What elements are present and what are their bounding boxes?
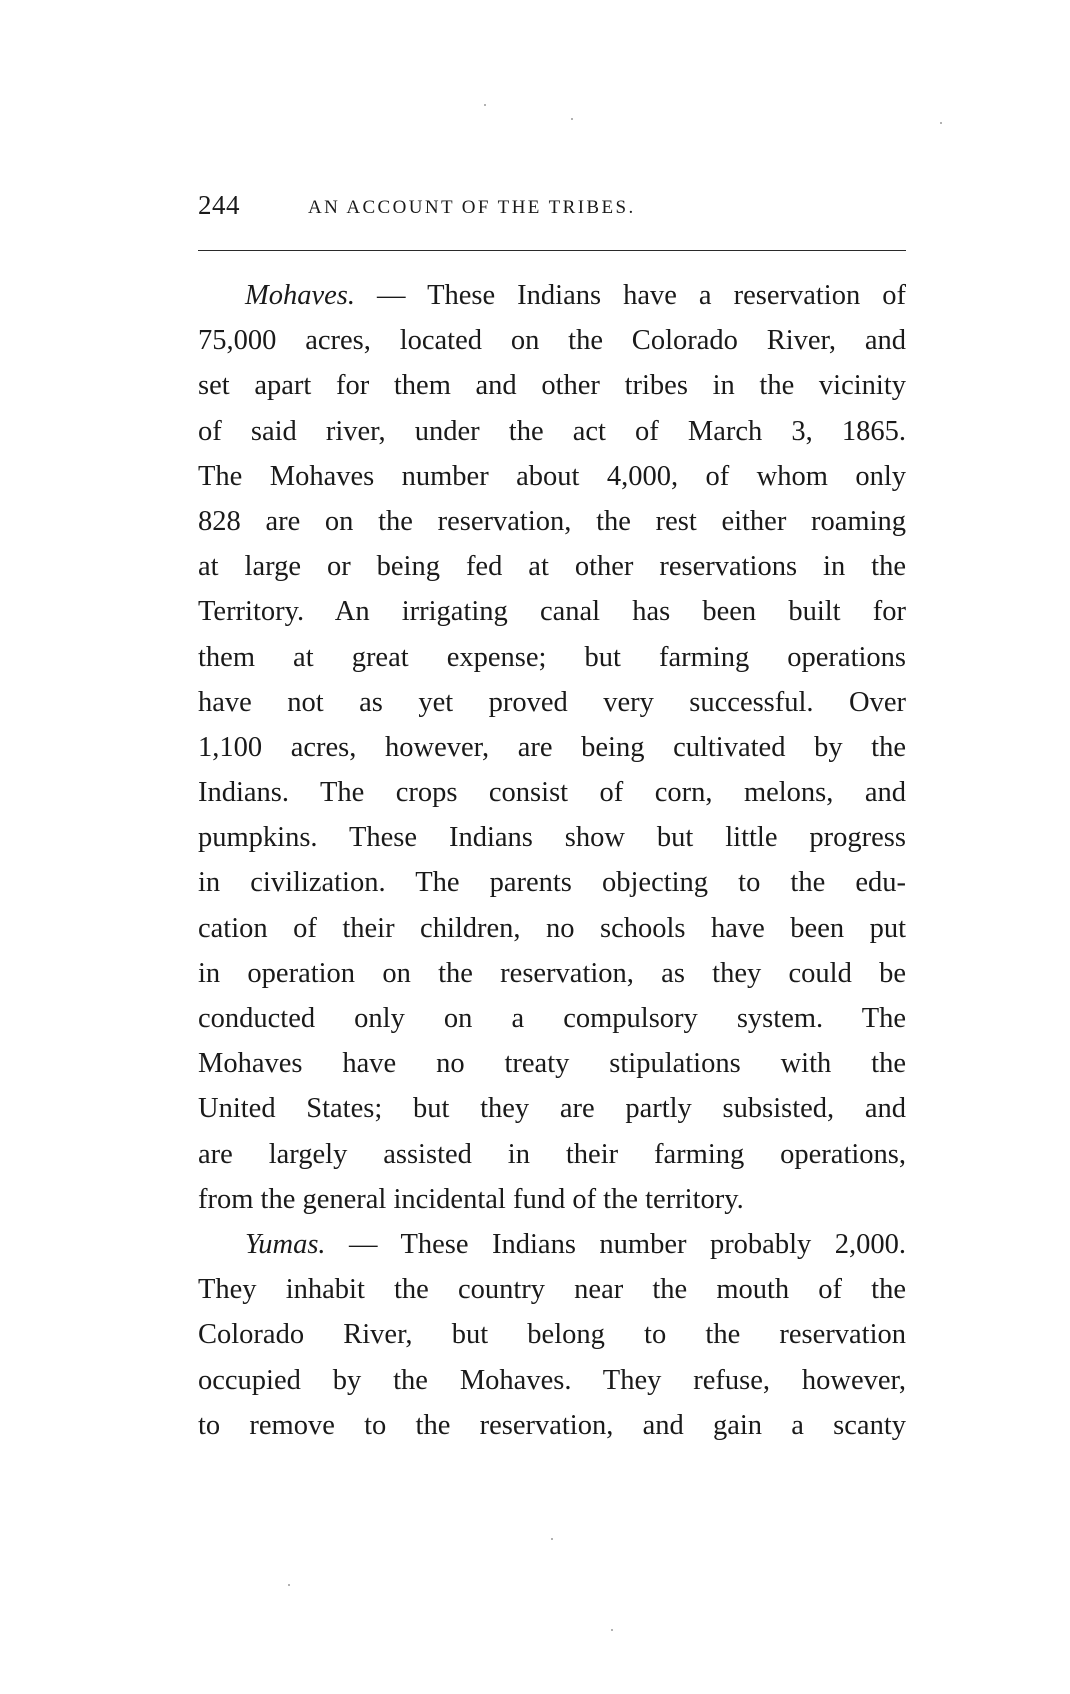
text-line: 75,000 acres, located on the Colorado River, and (198, 325, 906, 357)
tribe-heading-yumas: Yumas. (245, 1228, 326, 1260)
speck (940, 122, 942, 124)
text-line: pumpkins. These Indians show but little progress (198, 822, 906, 854)
speck (571, 118, 573, 120)
text-line: Indians. The crops consist of corn, melons, and (198, 777, 906, 809)
heading-dash: — (325, 1228, 401, 1260)
text-line: them at great expense; but farming operations (198, 641, 906, 673)
text-line: set apart for them and other tribes in the vicinity (198, 370, 906, 402)
text-line: 1,100 acres, however, are being cultivated by the (198, 731, 906, 763)
body-text (198, 273, 906, 1448)
text-line: in civilization. The parents objecting to the edu- (198, 867, 906, 899)
header-rule (198, 250, 906, 251)
page-header (198, 190, 906, 226)
text-line: from the general incidental fund of the territory. (198, 1183, 744, 1215)
speck (611, 1629, 613, 1631)
running-title: AN ACCOUNT OF THE TRIBES. (308, 197, 636, 218)
text-line: to remove to the reservation, and gain a scanty (198, 1409, 906, 1441)
text-line: Territory. An irrigating canal has been built for (198, 596, 906, 628)
text-line: are largely assisted in their farming operations, (198, 1138, 906, 1170)
line-text: These Indians number probably 2,000. (400, 1228, 906, 1260)
text-line: Mohaves have no treaty stipulations with the (198, 1048, 906, 1080)
text-line (198, 273, 906, 318)
text-line: Colorado River, but belong to the reservation (198, 1319, 906, 1351)
text-line: occupied by the Mohaves. They refuse, however, (198, 1364, 906, 1396)
text-line: conducted only on a compulsory system. The (198, 1003, 906, 1034)
text-line: 828 are on the reservation, the rest either roaming (198, 505, 906, 537)
tribe-heading-mohaves: Mohaves. (245, 280, 356, 311)
page-number: 244 (198, 190, 240, 220)
speck (484, 104, 486, 106)
text-line: They inhabit the country near the mouth of the (198, 1274, 906, 1306)
text-line: in operation on the reservation, as they could be (198, 957, 906, 989)
text-line: at large or being fed at other reservations in the (198, 551, 906, 583)
text-line: cation of their children, no schools have been put (198, 912, 906, 944)
line-text: These Indians have a reservation of (427, 280, 906, 311)
speck (288, 1584, 290, 1586)
speck (551, 1538, 553, 1540)
text-line (198, 1222, 906, 1267)
text-line: have not as yet proved very successful. Over (198, 686, 906, 718)
text-line: The Mohaves number about 4,000, of whom only (198, 460, 906, 492)
text-line: United States; but they are partly subsisted, and (198, 1093, 906, 1125)
text-line: of said river, under the act of March 3, 1865. (198, 415, 906, 447)
heading-dash: — (355, 280, 428, 311)
